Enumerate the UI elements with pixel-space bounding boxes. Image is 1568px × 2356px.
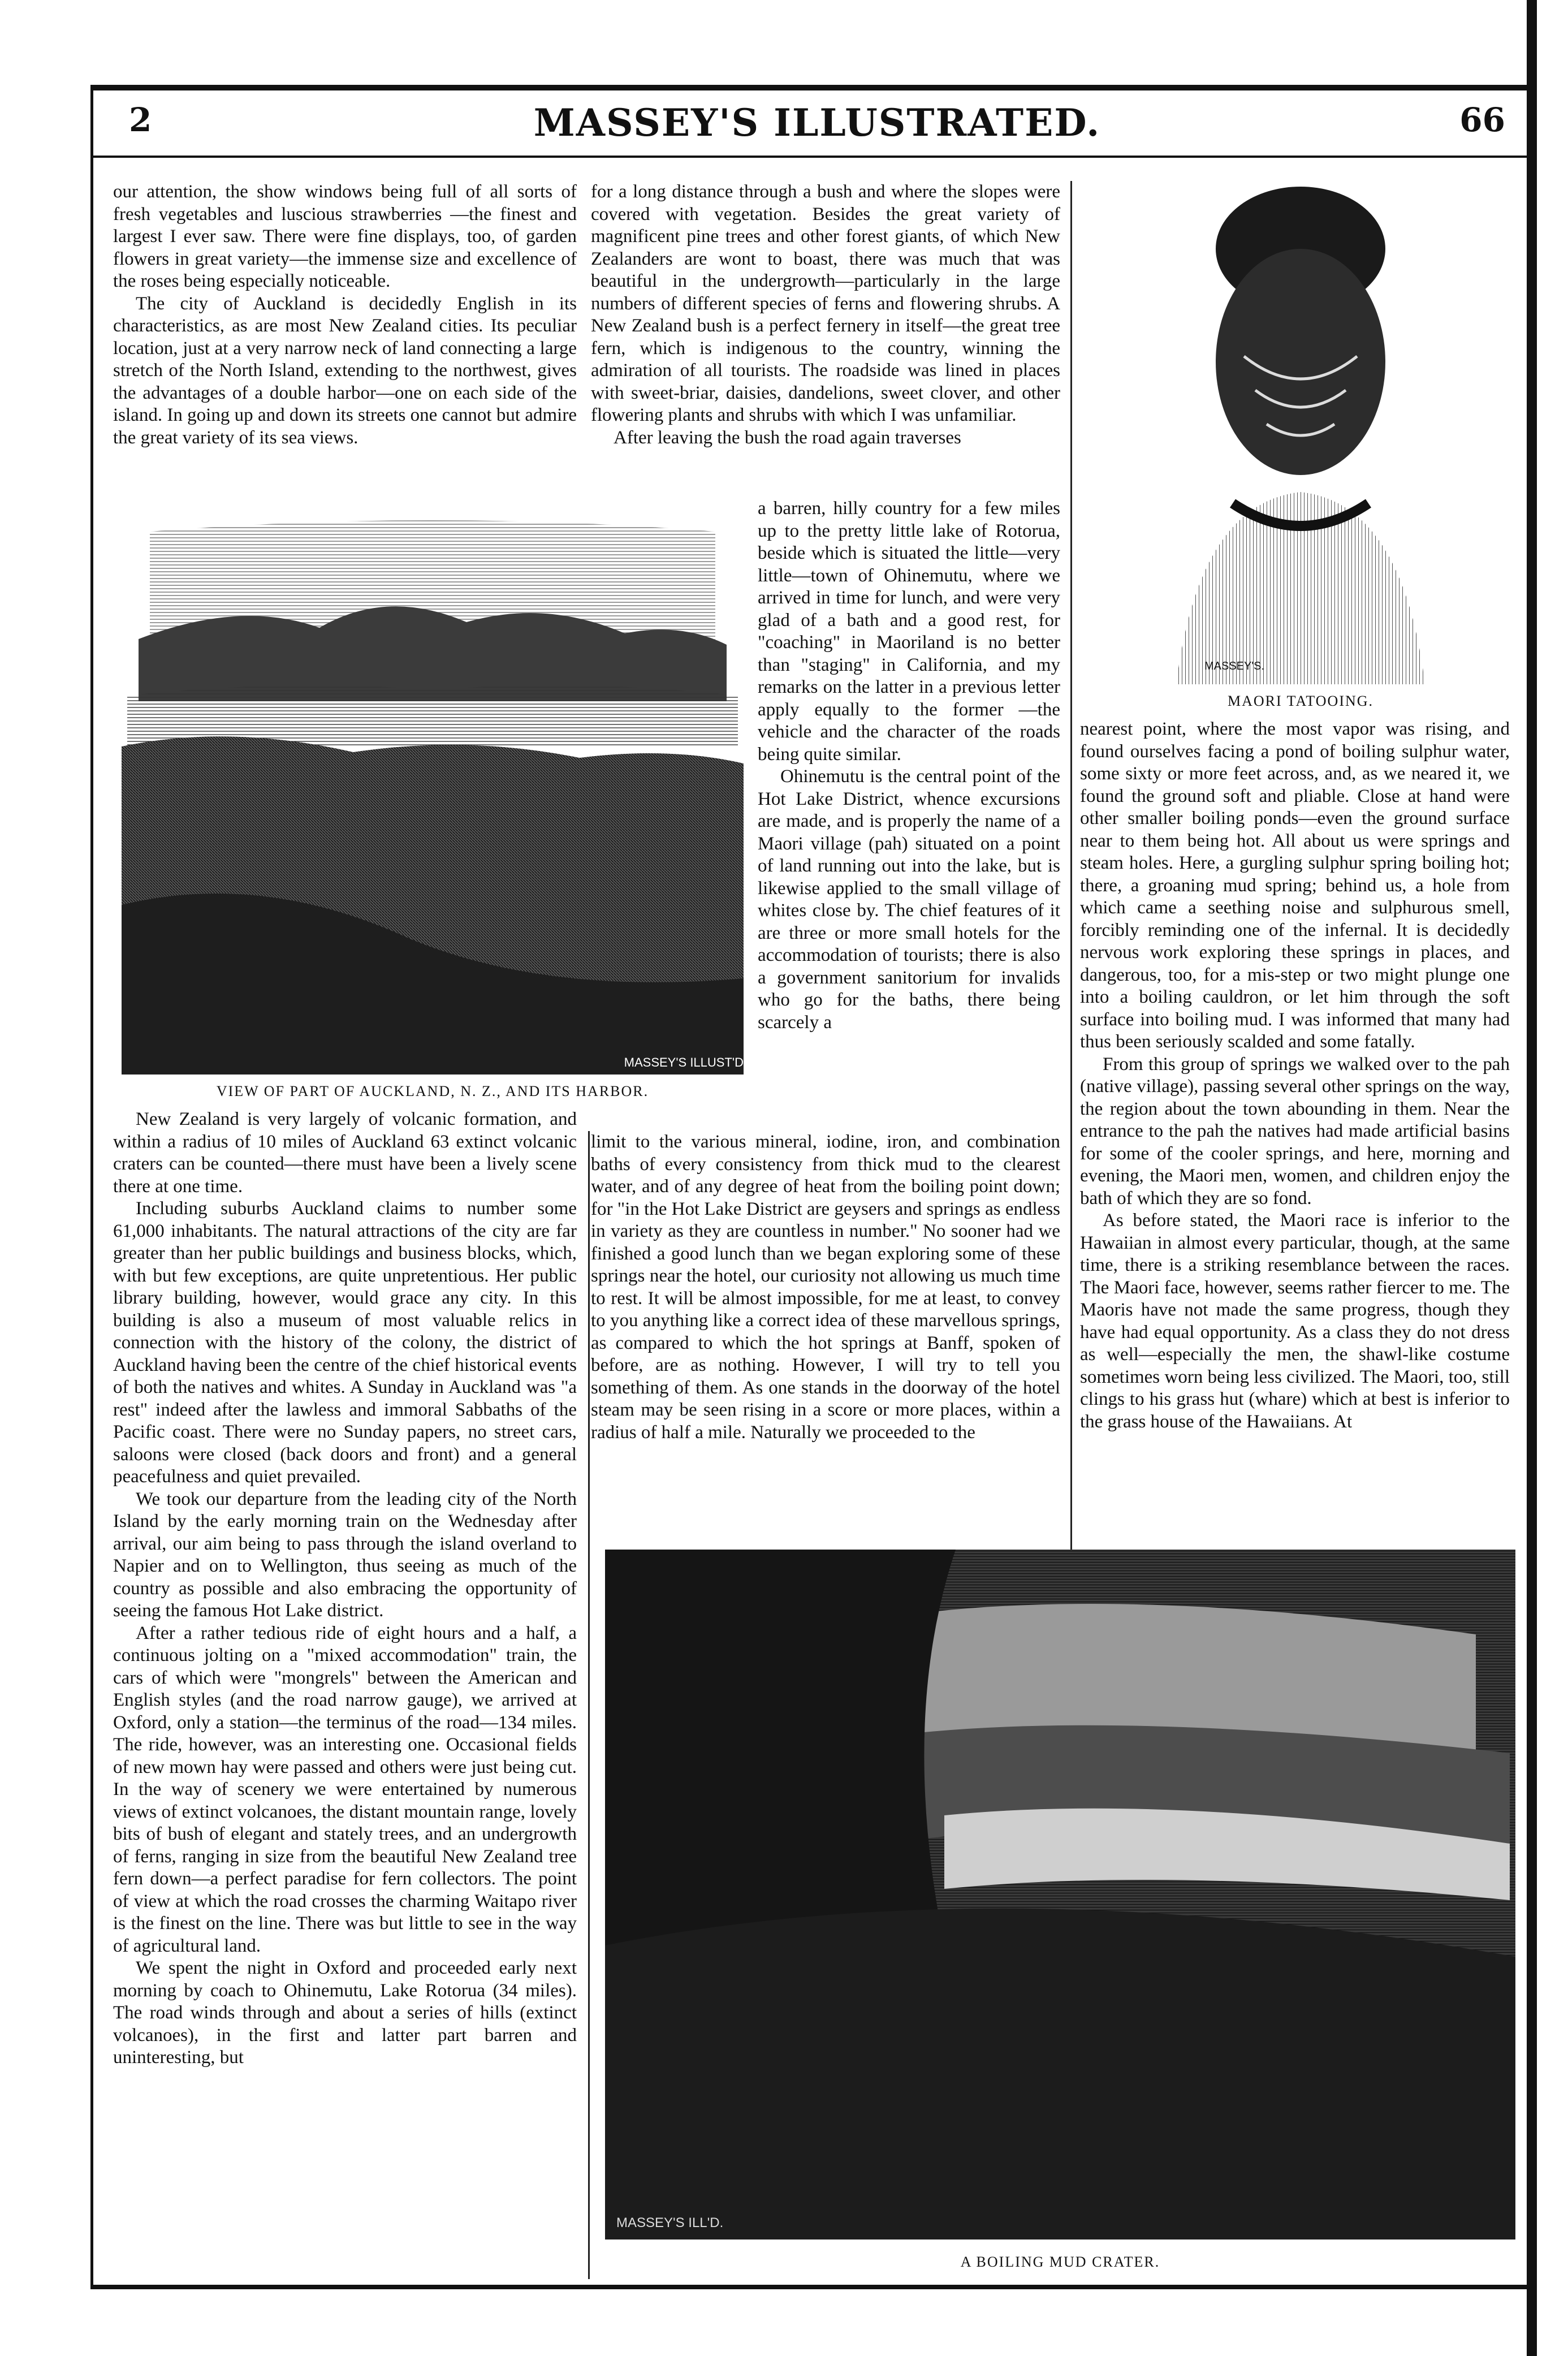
- column-1-bottom: [113, 1108, 577, 2069]
- paragraph: limit to the various mineral, iodine, iron, and combination baths of every consistency from thick mud to the clearest water, and of any degree of heat from the boiling point down; for "in the Hot Lake District are geysers and springs as endless in variety as they are countless in number." No sooner had we finished a good lunch than we began exploring some of these springs near the hotel, our curiosity not allowing us much time to rest. It will be almost impossible, for me at least, to convey to you anything like a correct idea of these marvellous springs, as compared to which the hot springs at Banff, spoken of before, are as nothing. However, I will try to tell you something of them. As one stands in the doorway of the hotel steam may be seen rising in a score or more places, within a radius of half a mile. Naturally we proceeded to the: [591, 1132, 1060, 1443]
- column-2-top: [591, 181, 1060, 449]
- auckland-caption: VIEW OF PART OF AUCKLAND, N. Z., AND ITS HARBOR.: [216, 1083, 649, 1099]
- paragraph: New Zealand is very largely of volcanic formation, and within a radius of 10 miles of Auckland 63 extinct volcanic craters can be counted—there must have been a lively scene there at one time.: [113, 1109, 577, 1197]
- paragraph: As before stated, the Maori race is inferior to the Hawaiian in almost every particular, though, at the same time, there is a striking resemblance between the races. The Maori face, however, seems rather fiercer to me. The Maoris have not made the same progress, though they have had equal opportunity. As a class they do not dress as well—especially the men, the shawl-like costume sometimes worn being less civilized. The Maori, too, still clings to his grass hut (whare) which at best is inferior to the grass house of the Hawaiians. At: [1080, 1210, 1510, 1432]
- column-2-bottom: [591, 1131, 1060, 1444]
- paragraph: The city of Auckland is decidedly English in its characteristics, as are most New Zealand cities. Its peculiar location, just at a very narrow neck of land connecting a large stretch of the North Island, extending to the northwest, gives the advantages of a double harbor—one on each side of the island. In going up and down its streets one cannot but admire the great variety of its sea views.: [113, 293, 577, 448]
- footer-rule: [90, 2285, 1530, 2289]
- header-top-rule: [90, 85, 1530, 90]
- page-number-right: 66: [1459, 101, 1505, 139]
- illustrator-signature: MASSEY'S.: [1204, 660, 1265, 672]
- boiling-mud-crater-illustration: [605, 1550, 1515, 2240]
- column-2-narrow: [758, 498, 1060, 1034]
- auckland-harbor-illustration: [116, 509, 749, 1075]
- paragraph: After leaving the bush the road again traverses: [614, 427, 961, 448]
- paragraph: our attention, the show windows being full of all sorts of fresh vegetables and luscious strawberries —the finest and largest I ever saw. There were fine displays, too, of garden flowers in great variety—the immense size and excellence of the roses being especially noticeable.: [113, 182, 577, 291]
- page-header: [102, 101, 1532, 157]
- paragraph: From this group of springs we walked over to the pah (native village), passing several other springs on the way, the region about the town abounding in them. Near the entrance to the pah the natives had made artificial basins for some of the cooler springs, and here, morning and evening, the Maori men, women, and children enjoy the bath of which they are so fond.: [1080, 1054, 1510, 1209]
- column-divider-1-2: [588, 1131, 590, 2279]
- maori-caption: MAORI TATOOING.: [1227, 693, 1374, 709]
- crater-caption: A BOILING MUD CRATER.: [960, 2254, 1160, 2270]
- maori-tattoo-portrait: [1131, 187, 1470, 684]
- paragraph: nearest point, where the most vapor was rising, and found ourselves facing a pond of boiling sulphur water, some sixty or more feet across, and, as we neared it, we found the ground soft and pliable. Close at hand were other smaller boiling ponds—even the ground surface near to them being hot. All about us were springs and steam holes. Here, a gurgling sulphur spring boiling hot; there, a groaning mud spring; behind us, a hole from which came a seething noise and sulphurous smell, forcibly reminding one of the infernal. It is decidedly nervous work exploring these springs in places, and dangerous, too, for a mis-step or two might plunge one into a boiling cauldron, or let him through the soft surface into boiling mud. I was informed that many had thus been seriously scalded and some fatally.: [1080, 719, 1510, 1052]
- paragraph: Ohinemutu is the central point of the Hot Lake District, whence excursions are made, and is properly the name of a Maori village (pah) situated on a point of land running out into the lake, but is likewise applied to the small village of whites close by. The chief features of it are three or more small hotels for the accommodation of tourists; there is also a government sanitorium for invalids who go for the baths, there being scarcely a: [758, 766, 1060, 1033]
- paragraph: Including suburbs Auckland claims to number some 61,000 inhabitants. The natural attractions of the city are far greater than her public buildings and business blocks, which, with but few exceptions, are quite unpretentious. Her public library building, however, would grace any city. In this building is also a museum of most valuable relics in connection with the history of the colony, the district of Auckland having been the centre of the chief historical events of both the natives and whites. A Sunday in Auckland was "a rest" indeed after the lawless and immoral Sabbaths of the Pacific coast. There were no Sunday papers, no street cars, saloons were closed (back doors and front) and a general peacefulness and quiet prevailed.: [113, 1198, 577, 1487]
- page-number-left: 2: [129, 101, 152, 139]
- paragraph: We spent the night in Oxford and proceeded early next morning by coach to Ohinemutu, Lake Rotorua (34 miles). The road winds through and about a series of hills (extinct volcanoes), in the first and latter part barren and uninteresting, but: [113, 1958, 577, 2068]
- column-3: [1080, 718, 1510, 1433]
- paragraph: We took our departure from the leading city of the North Island by the early morning train on the Wednesday after arrival, our aim being to pass through the island overland to Napier and on to Wellington, thus seeing as much of the country as possible and also embracing the opportunity of seeing the famous Hot Lake district.: [113, 1488, 577, 1621]
- paragraph: for a long distance through a bush and where the slopes were covered with vegetation. Besides the great variety of magnificent pine trees and other forest giants, of which New Zealanders are wont to boast, there was much that was beautiful in the undergrowth—particularly in the large numbers of different species of ferns and flowering shrubs. A New Zealand bush is a perfect fernery in itself—the great tree fern, which is indigenous to the country, winning the admiration of all tourists. The roadside was lined in places with sweet-briar, daisies, dandelions, sweet clover, and other flowering plants and shrubs with which I was unfamiliar.: [591, 182, 1060, 425]
- magazine-title: MASSEY'S ILLUSTRATED.: [533, 101, 1101, 145]
- left-margin-rule: [90, 85, 93, 2289]
- column-1-top: [113, 181, 577, 449]
- paragraph: a barren, hilly country for a few miles up to the pretty little lake of Rotorua, beside which is situated the little—very little—town of Ohinemutu, where we arrived in time for lunch, and were very glad of a bath and a good rest, for "coaching" in Maoriland is no better than "staging" in California, and my remarks on the latter in a previous letter apply equally to the former —the vehicle and the character of the roads being quite similar.: [758, 498, 1060, 765]
- illustrator-signature: MASSEY'S ILL'D.: [616, 2215, 724, 2230]
- column-divider-2-3: [1070, 181, 1072, 1550]
- paragraph: After a rather tedious ride of eight hours and a half, a continuous jolting on a "mixed accommodation" train, the cars of which were "mongrels" between the American and English styles (and the road narrow gauge), we arrived at Oxford, only a station—the terminus of the road—134 miles. The ride, however, was an interesting one. Occasional fields of new mown hay were passed and others were just being cut. In the way of scenery we were entertained by numerous views of extinct volcanoes, the distant mountain range, lovely bits of bush of elegant and stately trees, and an undergrowth of ferns, ranging in size from the beautiful New Zealand tree fern down—a perfect paradise for fern collectors. The point of view at which the road crosses the charming Waitapo river is the finest on the line. There was but little to see in the way of agricultural land.: [113, 1623, 577, 1956]
- illustrator-signature: MASSEY'S ILLUST'D: [624, 1055, 744, 1069]
- page-edge-bar: [1527, 0, 1537, 2356]
